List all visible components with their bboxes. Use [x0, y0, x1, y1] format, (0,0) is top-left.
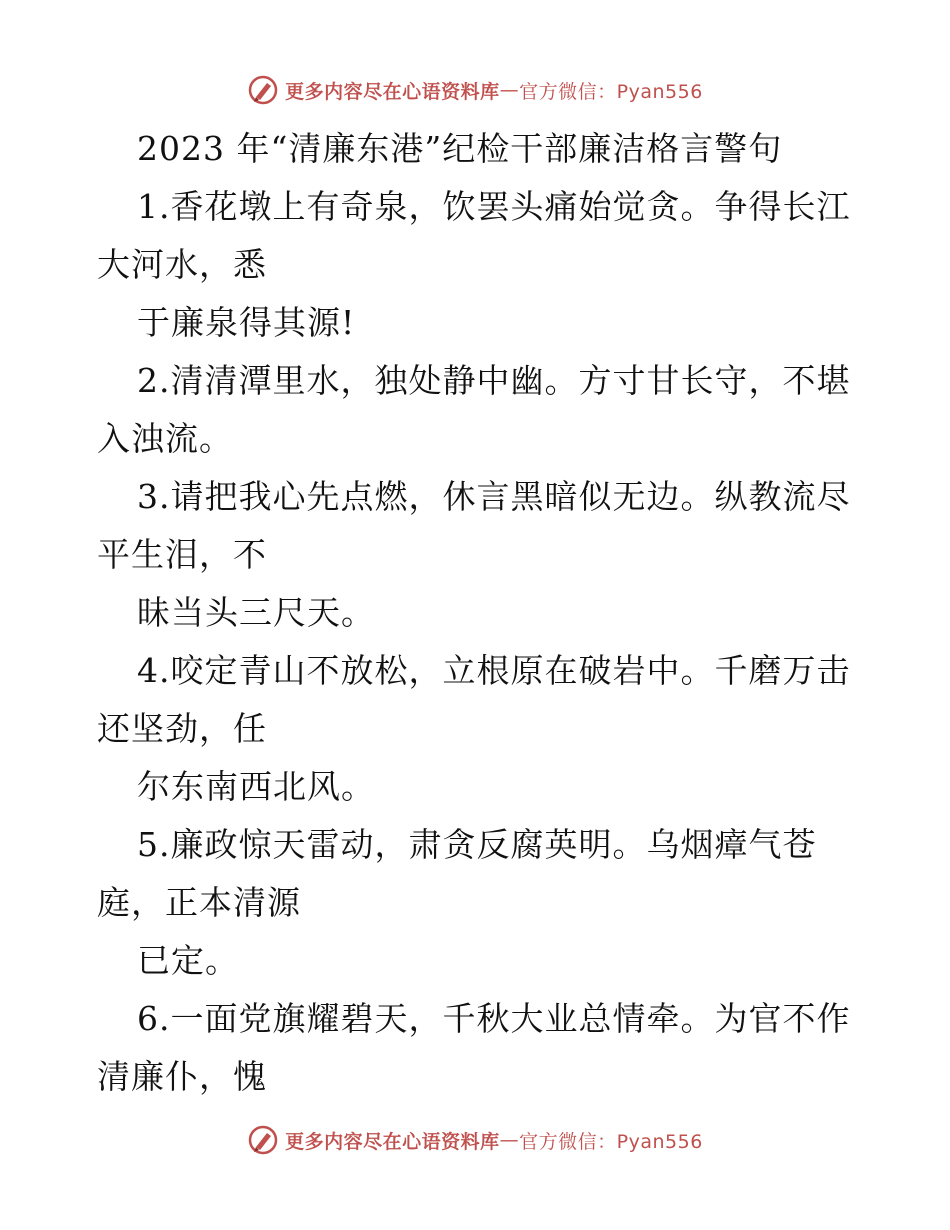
banner-separator: —: [499, 79, 520, 101]
text-line: 2.清清潭里水，独处静中幽。方寸甘长守，不堪: [137, 361, 851, 400]
text-line: 5.廉政惊天雷动，肃贪反腐英明。乌烟瘴气苍: [137, 825, 817, 864]
text-line: 平生泪，不: [97, 535, 267, 574]
text-line: 庭，正本清源: [97, 883, 301, 922]
document-title: 2023 年“清廉东港”纪检干部廉洁格言警句: [137, 129, 783, 168]
text-line: 已定。: [137, 941, 239, 980]
text-line: 6.一面党旗耀碧天，千秋大业总情牵。为官不作: [137, 999, 851, 1038]
pen-logo-icon: [247, 74, 279, 106]
banner-main-text: 更多内容尽在心语资料库: [285, 80, 500, 103]
text-line: 昧当头三尺天。: [137, 593, 375, 632]
banner-contact-text: 官方微信：Pyan556: [519, 80, 703, 103]
text-line: 3.请把我心先点燃，休言黑暗似无边。纵教流尽: [137, 477, 851, 516]
text-line: 大河水，悉: [97, 245, 267, 284]
text-line: 清廉仆，愧: [97, 1057, 267, 1096]
text-line: 于廉泉得其源!: [137, 303, 356, 342]
document-body: [97, 120, 857, 1106]
header-watermark-banner: [0, 70, 950, 110]
text-line: 尔东南西北风。: [137, 767, 375, 806]
text-line: 还坚劲，任: [97, 709, 267, 748]
text-line: 1.香花墩上有奇泉，饮罢头痛始觉贪。争得长江: [137, 187, 851, 226]
pen-logo-icon: [247, 1124, 279, 1156]
banner-main-text: 更多内容尽在心语资料库: [285, 1130, 500, 1153]
banner-contact-text: 官方微信：Pyan556: [519, 1130, 703, 1153]
footer-watermark-banner: [0, 1120, 950, 1160]
banner-separator: —: [499, 1129, 520, 1151]
text-line: 4.咬定青山不放松，立根原在破岩中。千磨万击: [137, 651, 851, 690]
text-line: 入浊流。: [97, 419, 233, 458]
